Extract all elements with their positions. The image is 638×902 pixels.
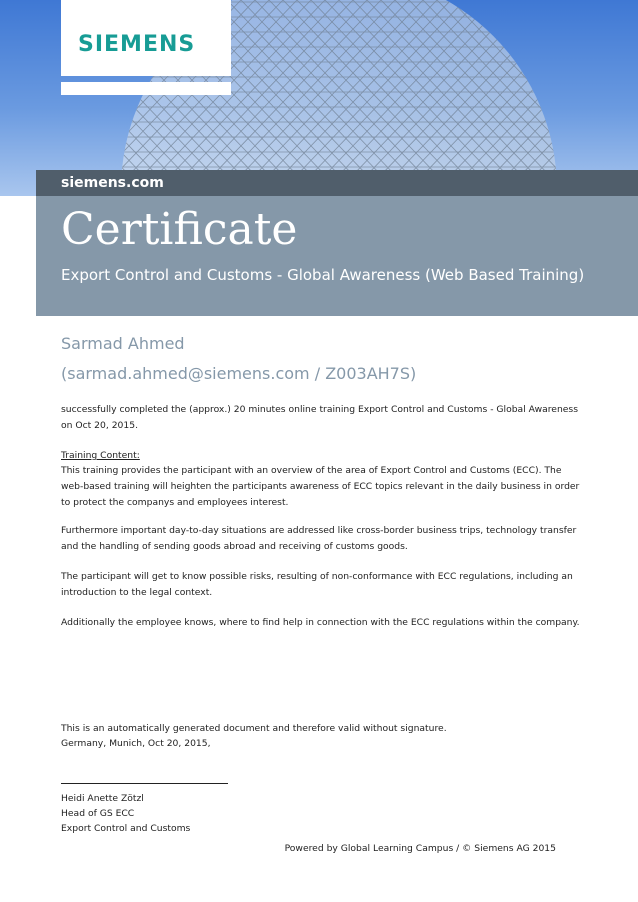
completion-statement: successfully completed the (approx.) 20 minutes online training Export Control and Customs - Global Awareness on Oct 20, 2015. xyxy=(61,404,578,431)
signatory-department: Export Control and Customs xyxy=(61,823,191,834)
content-paragraph: This training provides the participant with an overview of the area of Export Control and Customs (ECC). The web-based training will heighten the participants awareness of ECC topics relevant in the daily business in order to protect the companys and employees interest. xyxy=(61,465,580,508)
site-url[interactable]: siemens.com xyxy=(61,175,164,191)
footer-credit: Powered by Global Learning Campus / © Siemens AG 2015 xyxy=(284,843,556,854)
title-band xyxy=(36,196,638,316)
content-paragraph: Furthermore important day-to-day situations are addressed like cross-border business trips, technology transfer and the handling of sending goods abroad and receiving of customs goods. xyxy=(61,525,577,552)
place-and-date: Germany, Munich, Oct 20, 2015, xyxy=(61,738,211,749)
logo-accent-strip xyxy=(61,82,231,95)
recipient-name: Sarmad Ahmed xyxy=(61,334,185,353)
course-title: Export Control and Customs - Global Awareness (Web Based Training) xyxy=(61,266,585,284)
content-paragraph: The participant will get to know possible risks, resulting of non-conformance with ECC regulations, including an introduction to the legal context. xyxy=(61,571,573,598)
siemens-logo[interactable] xyxy=(61,0,231,76)
url-bar xyxy=(36,170,638,196)
signature-line xyxy=(61,783,228,784)
training-content-label: Training Content: xyxy=(61,450,140,461)
logo-wordmark: SIEMENS xyxy=(78,32,196,57)
content-paragraph: Additionally the employee knows, where to find help in connection with the ECC regulations within the company. xyxy=(61,617,580,628)
recipient-identity: (sarmad.ahmed@siemens.com / Z003AH7S) xyxy=(61,364,417,383)
signatory-role: Head of GS ECC xyxy=(61,808,135,819)
certificate-title: Certificate xyxy=(61,204,298,255)
auto-generated-notice: This is an automatically generated document and therefore valid without signature. xyxy=(61,723,447,734)
signatory-name: Heidi Anette Zötzl xyxy=(61,793,144,804)
